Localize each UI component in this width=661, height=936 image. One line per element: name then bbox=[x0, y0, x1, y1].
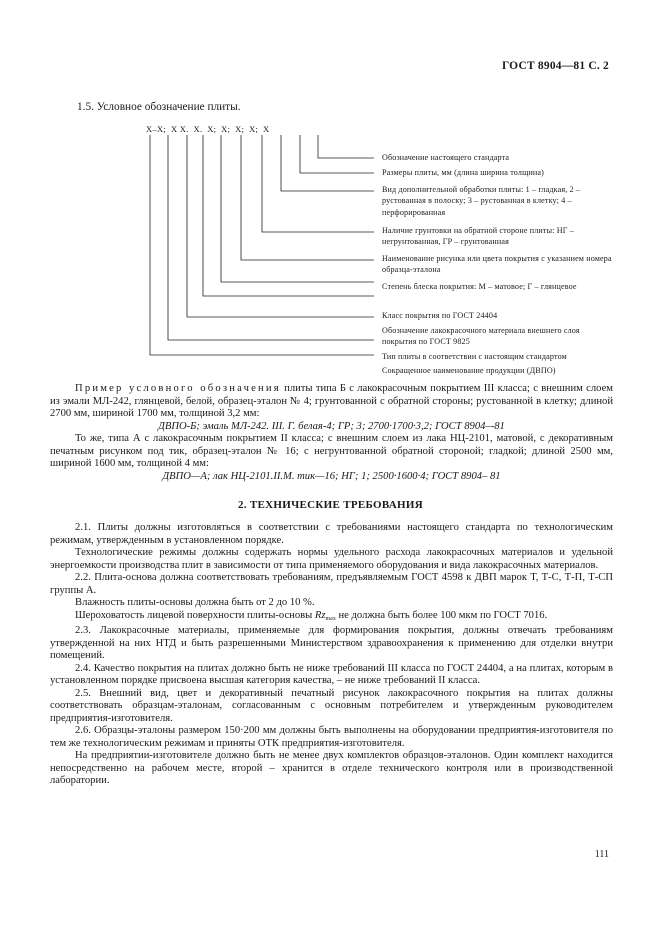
diagram-label-1: Обозначение настоящего стандарта bbox=[382, 153, 510, 162]
example-code-2: ДВПО—А; лак НЦ-2101.II.М. тик—16; НГ; 1; 2500·1600·4; ГОСТ 8904– 81 bbox=[162, 470, 501, 482]
example-code-1: ДВПО-Б; эмаль МЛ-242. III. Г. белая-4; ГР; 3; 2700·1700·3,2; ГОСТ 8904–-81 bbox=[158, 420, 505, 432]
diagram-label-10: Сокращенное наименование продукции (ДВПО) bbox=[382, 366, 556, 375]
leader-line-5 bbox=[241, 135, 374, 260]
section-1-5-heading: 1.5. Условное обозначение плиты. bbox=[77, 101, 241, 113]
diagram-label-5: Наименование рисунка или цвета покрытия с указанием номера образца-эталона bbox=[382, 254, 612, 275]
paragraph-2-1a: 2.1. Плиты должны изготовляться в соответствии с требованиями настоящего стандарта по технологическим режимам, утвержденным в установленном порядке. bbox=[50, 522, 613, 546]
leader-line-3 bbox=[281, 135, 374, 191]
leader-line-7 bbox=[203, 135, 374, 296]
leader-line-1 bbox=[318, 135, 374, 158]
paragraph-2-4: 2.4. Качество покрытия на плитах должно быть не ниже требований III класса по ГОСТ 24404, а на плитах, которым в установленном порядке присвоена высшая категория качества, – не ниже требований II класса. bbox=[50, 662, 613, 686]
diagram-label-2: Размеры плиты, мм (длина ширина толщина) bbox=[382, 168, 545, 177]
section-2-body bbox=[50, 522, 613, 788]
paragraph-2-2b: Влажность плиты-основы должна быть от 2 до 10 %. bbox=[75, 597, 315, 608]
roughness-subscript: max bbox=[325, 615, 336, 622]
paragraph-2-2c bbox=[50, 610, 613, 626]
paragraph-2-6b: На предприятии-изготовителе должно быть не менее двух комплектов образцов-эталонов. Один комплект находится непосредственно на рабочем месте, второй – хранится в отделе технического контроля или в производственной лаборатории. bbox=[50, 750, 613, 786]
paragraph-2-5: 2.5. Внешний вид, цвет и декоративный печатный рисунок лакокрасочного покрытия на плитах должны соответствовать образцам-эталонам, согласованным с основным потребителем и утвержденным руководителем предприятия-изготовителя. bbox=[50, 687, 613, 724]
roughness-text-pre: Шероховатость лицевой поверхности плиты-основы bbox=[75, 609, 315, 621]
example-text-1: плиты типа Б с лакокрасочным покрытием III класса; с внешним слоем из эмали МЛ-242, глянцевой, белой, образец-эталон № 4; грунтованной с обратной стороны; рустованной в клетку; длиной 2700 мм, шириной 1700 мм, толщиной 3,2 мм: bbox=[50, 383, 613, 419]
paragraph-2-6a: 2.6. Образцы-эталоны размером 150·200 мм должны быть выполнены на оборудовании предприятия-изготовителя по тем же технологическим режимам и приняты ОТК предприятия-изготовителя. bbox=[50, 725, 613, 749]
example-paragraph-1 bbox=[50, 383, 613, 421]
diagram-label-8: Обозначение лакокрасочного материала внешнего слоя покрытия по ГОСТ 9825 bbox=[382, 326, 580, 347]
diagram-label-9: Тип плиты в соответствии с настоящим стандартом bbox=[382, 352, 567, 361]
roughness-text-post: не должна быть более 100 мкм по ГОСТ 7016. bbox=[335, 609, 548, 621]
leader-line-9 bbox=[168, 135, 374, 340]
diagram-label-7: Класс покрытия по ГОСТ 24404 bbox=[382, 311, 498, 320]
example-lead: Пример условного обозначения bbox=[75, 383, 281, 394]
diagram-label-4: Наличие грунтовки на обратной стороне плиты: НГ – негрунтованная, ГР – грунтованная bbox=[382, 226, 574, 247]
paragraph-2-1b: Технологические режимы должны содержать нормы удельного расхода лакокрасочных материалов и удельной энергоемкости производства плит в зависимости от типа применяемого оборудования и вида лакокрасочных материалов. bbox=[50, 547, 613, 571]
diagram-label-3: Вид дополнительной обработки плиты: 1 – гладкая, 2 – рустованная в полоску; 3 – рустованная в клетку; 4 – перфорированная bbox=[382, 185, 581, 217]
leader-line-2 bbox=[300, 135, 374, 173]
paragraph-2-3: 2.3. Лакокрасочные материалы, применяемые для формирования покрытия, должны отвечать требованиям утвержденной на них НТД и быть разрешенными Министерством здравоохранения к применению для отделки внутри помещений. bbox=[50, 625, 613, 661]
leader-line-8 bbox=[187, 135, 374, 317]
section-2-title: 2. ТЕХНИЧЕСКИЕ ТРЕБОВАНИЯ bbox=[238, 499, 423, 511]
example-block bbox=[50, 383, 613, 483]
example-text-2: То же, типа А с лакокрасочным покрытием II класса; с внешним слоем из лака НЦ-2101, матовой, с декоративным печатным рисунком под тик, образец-эталон № 16; с негрунтованной обратной стороной; гладкой; длиной 2500 мм, шириной 1600 мм, толщиной 4 мм: bbox=[50, 433, 613, 469]
page-number: 111 bbox=[594, 849, 609, 860]
diagram-label-6: Степень блеска покрытия: М – матовое; Г – глянцевое bbox=[382, 282, 577, 291]
roughness-symbol: Rz bbox=[314, 609, 326, 621]
paragraph-2-2a: 2.2. Плита-основа должна соответствовать требованиям, предъявляемым ГОСТ 4598 к ДВП марок Т, Т-С, Т-П, Т-СП группы А. bbox=[50, 572, 613, 596]
designation-template: Х–Х; Х Х. Х. Х; Х; Х; Х; Х bbox=[146, 124, 270, 134]
page-header: ГОСТ 8904—81 С. 2 bbox=[501, 60, 609, 72]
